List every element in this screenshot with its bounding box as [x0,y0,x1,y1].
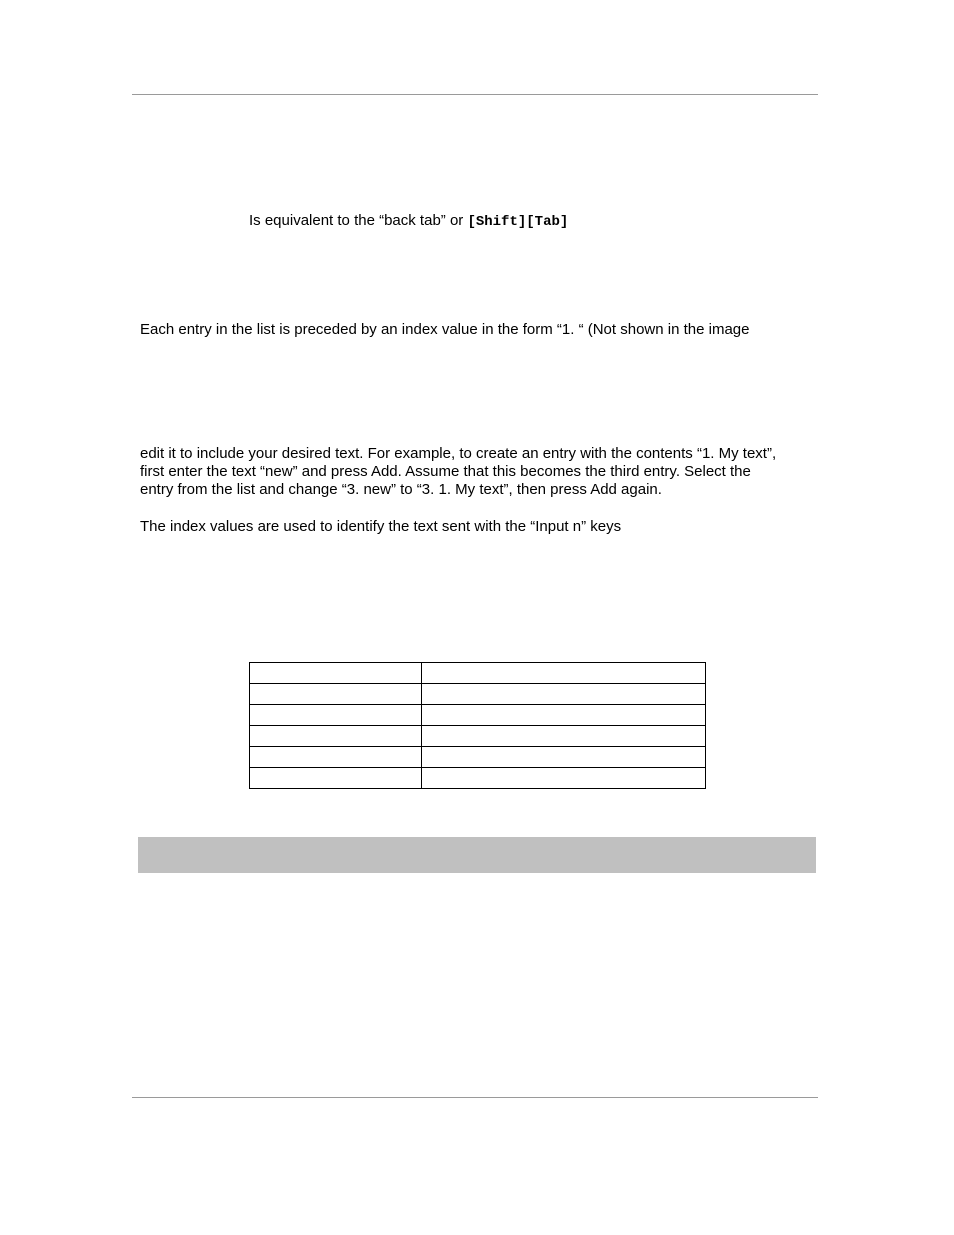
input-keys-description: The index values are used to identify the text sent with the “Input n” keys [140,518,622,535]
table-cell [422,705,706,726]
table-row [250,684,706,705]
table-row [250,726,706,747]
edit-instructions-line: first enter the text “new” and press Add. Assume that this becomes the third entry. Select the [140,463,751,480]
table-row [250,747,706,768]
table-cell [250,705,422,726]
footer-rule [132,1097,818,1098]
shift-tab-keys: [Shift][Tab] [467,214,569,230]
table-cell [422,747,706,768]
table-cell [250,768,422,789]
table-cell [422,663,706,684]
table-cell [250,684,422,705]
section-heading-bar [138,837,816,873]
edit-instructions-line: entry from the list and change “3. new” to “3. 1. My text”, then press Add again. [140,481,662,498]
back-tab-text: Is equivalent to the “back tab” or [249,212,468,229]
table-cell [250,663,422,684]
back-tab-description [249,212,568,231]
key-table [249,662,706,789]
table-cell [250,726,422,747]
edit-instructions-paragraph [140,445,776,499]
table-row [250,705,706,726]
table-row [250,768,706,789]
table-cell [422,726,706,747]
edit-instructions-line: edit it to include your desired text. For example, to create an entry with the contents “1. My text”, [140,445,777,462]
table-row [250,663,706,684]
table-cell [422,684,706,705]
table-cell [422,768,706,789]
header-rule [132,94,818,95]
table-cell [250,747,422,768]
index-description: Each entry in the list is preceded by an index value in the form “1. “ (Not shown in the image [140,321,750,338]
